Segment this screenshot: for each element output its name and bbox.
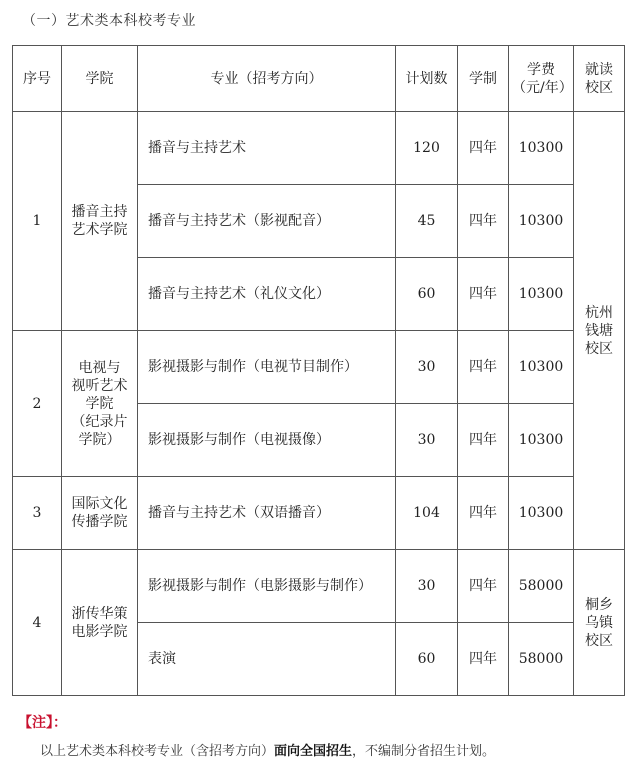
duration-cell: 四年 — [458, 623, 509, 696]
header-plan: 计划数 — [396, 46, 458, 112]
major-cell: 表演 — [138, 623, 396, 696]
plan-cell: 30 — [396, 550, 458, 623]
college-line: 学院） — [78, 431, 121, 448]
header-tuition-line2: （元/年） — [512, 79, 573, 96]
college-line: 播音主持 — [71, 204, 128, 220]
plan-cell: 104 — [396, 477, 458, 550]
college-line: 艺术学院 — [71, 222, 128, 238]
tuition-cell: 10300 — [509, 477, 574, 550]
header-tuition-line1: 学费 — [527, 61, 555, 78]
campus-line: 校区 — [585, 340, 613, 357]
major-cell: 影视摄影与制作（电视摄像） — [138, 404, 396, 477]
major-cell: 播音与主持艺术（影视配音） — [138, 185, 396, 258]
college-line: 浙传华策 — [71, 605, 128, 622]
tuition-cell: 10300 — [509, 404, 574, 477]
tuition-cell: 58000 — [509, 550, 574, 623]
plan-cell: 45 — [396, 185, 458, 258]
section-title: （一）艺术类本科校考专业 — [22, 13, 196, 29]
college-cell — [62, 112, 138, 331]
group-number: 3 — [13, 477, 62, 550]
group-number: 2 — [13, 331, 62, 477]
header-campus-line2: 校区 — [585, 79, 613, 96]
tuition-cell: 10300 — [509, 112, 574, 185]
duration-cell: 四年 — [458, 477, 509, 550]
header-major: 专业（招考方向） — [138, 46, 396, 112]
header-campus — [574, 46, 625, 112]
tuition-cell: 10300 — [509, 185, 574, 258]
college-line: 视听艺术 — [71, 377, 128, 394]
college-cell — [62, 550, 138, 696]
header-no: 序号 — [13, 46, 62, 112]
college-line: 国际文化 — [71, 496, 128, 512]
campus-line: 杭州 — [585, 304, 613, 321]
header-college: 学院 — [62, 46, 138, 112]
college-cell — [62, 477, 138, 550]
plan-cell: 60 — [396, 623, 458, 696]
campus-line: 乌镇 — [585, 614, 613, 631]
duration-cell: 四年 — [458, 550, 509, 623]
campus-line: 桐乡 — [585, 596, 613, 613]
table-row — [13, 477, 625, 550]
major-cell: 影视摄影与制作（电视节目制作） — [138, 331, 396, 404]
group-number: 4 — [13, 550, 62, 696]
plan-cell: 30 — [396, 331, 458, 404]
table-header-row — [13, 46, 625, 112]
campus-line: 钱塘 — [585, 322, 613, 339]
duration-cell: 四年 — [458, 185, 509, 258]
note-text-before: 以上艺术类本科校考专业（含招考方向） — [40, 744, 275, 759]
major-cell: 播音与主持艺术（礼仪文化） — [138, 258, 396, 331]
note-text-after: ，不编制分省招生计划。 — [352, 744, 496, 759]
header-campus-line1: 就读 — [585, 61, 613, 78]
major-cell: 播音与主持艺术 — [138, 112, 396, 185]
tuition-cell: 10300 — [509, 258, 574, 331]
major-cell: 播音与主持艺术（双语播音） — [138, 477, 396, 550]
campus-cell — [574, 550, 625, 696]
plan-cell: 60 — [396, 258, 458, 331]
college-cell — [62, 331, 138, 477]
header-tuition — [509, 46, 574, 112]
majors-table — [12, 45, 625, 696]
college-line: 学院 — [85, 395, 114, 412]
college-line: 传播学院 — [71, 514, 128, 530]
plan-cell: 120 — [396, 112, 458, 185]
college-line: （纪录片 — [71, 413, 128, 430]
group-number: 1 — [13, 112, 62, 331]
table-row — [13, 550, 625, 623]
major-cell: 影视摄影与制作（电影摄影与制作） — [138, 550, 396, 623]
note-text-bold: 面向全国招生 — [274, 744, 353, 759]
table-row — [13, 112, 625, 185]
note-text — [40, 740, 495, 759]
campus-cell — [574, 112, 625, 550]
header-duration: 学制 — [458, 46, 509, 112]
table-row — [13, 331, 625, 404]
college-line: 电影学院 — [71, 623, 128, 640]
duration-cell: 四年 — [458, 112, 509, 185]
duration-cell: 四年 — [458, 331, 509, 404]
tuition-cell: 58000 — [509, 623, 574, 696]
note-label: 【注】： — [18, 715, 67, 731]
college-line: 电视与 — [78, 359, 121, 376]
campus-line: 校区 — [585, 632, 613, 649]
plan-cell: 30 — [396, 404, 458, 477]
duration-cell: 四年 — [458, 258, 509, 331]
duration-cell: 四年 — [458, 404, 509, 477]
tuition-cell: 10300 — [509, 331, 574, 404]
